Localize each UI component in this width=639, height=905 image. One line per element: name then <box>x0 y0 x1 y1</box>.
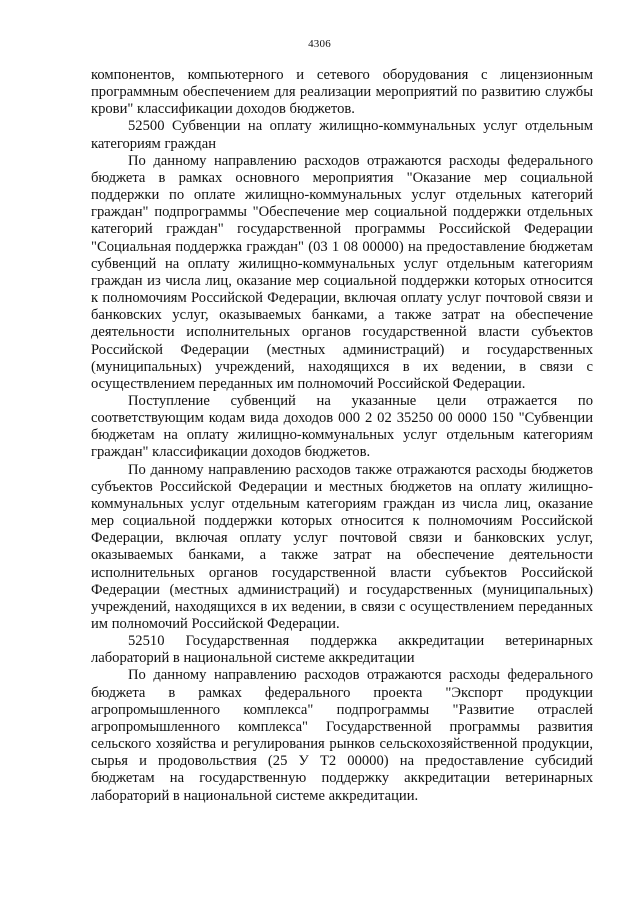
paragraph-continuation: компонентов, компьютерного и сетевого оборудования с лицензионным программным обеспечением для реализации мероприятий по развитию службы крови" классификации доходов бюджетов. <box>91 67 593 118</box>
paragraph-52510-federal: По данному направлению расходов отражаются расходы федерального бюджета в рамках федерального проекта "Экспорт продукции агропромышленного комплекса" подпрограммы "Развитие отраслей агропромышленного комплекса" Государственной программы развития сельского хозяйства и регулирования рынков сельскохозяйственной продукции, сырья и продовольствия (25 У Т2 00000) на предоставление субсидий бюджетам на государственную поддержку аккредитации ветеринарных лабораторий в национальной системе аккредитации. <box>91 667 593 804</box>
section-heading-52510: 52510 Государственная поддержка аккредитации ветеринарных лабораторий в национальной системе аккредитации <box>91 633 593 667</box>
paragraph-52500-federal: По данному направлению расходов отражаются расходы федерального бюджета в рамках основного мероприятия "Оказание мер социальной поддержки по оплате жилищно-коммунальных услуг отдельных категорий граждан" подпрограммы "Обеспечение мер социальной поддержки отдельных категорий граждан" государственной программы Российской Федерации "Социальная поддержка граждан" (03 1 08 00000) на предоставление бюджетам субвенций на оплату жилищно-коммунальных услуг отдельным категориям граждан из числа лиц, оказание мер социальной поддержки которых относится к полномочиям Российской Федерации, включая оплату услуг почтовой связи и банковских услуг, оказываемых банками, а также затрат на обеспечение деятельности исполнительных органов государственной власти субъектов Российской Федерации (местных администраций) и государственных (муниципальных) учреждений, находящихся в их ведении, в связи с осуществлением переданных им полномочий Российской Федерации. <box>91 152 593 392</box>
paragraph-52500-regional: По данному направлению расходов также отражаются расходы бюджетов субъектов Российской Федерации и местных бюджетов на оплату жилищно-коммунальных услуг отдельным категориям граждан из числа лиц, оказание мер социальной поддержки которых относится к полномочиям Российской Федерации, включая оплату услуг почтовой связи и банковских услуг, оказываемых банками, а также затрат на обеспечение деятельности исполнительных органов государственной власти субъектов Российской Федерации (местных администраций) и государственных (муниципальных) учреждений, находящихся в их ведении, в связи с осуществлением переданных им полномочий Российской Федерации. <box>91 461 593 632</box>
document-body <box>91 67 593 805</box>
section-heading-52500: 52500 Субвенции на оплату жилищно-коммунальных услуг отдельным категориям граждан <box>91 118 593 152</box>
paragraph-52500-income-code: Поступление субвенций на указанные цели отражается по соответствующим кодам вида доходов 000 2 02 35250 00 0000 150 "Субвенции бюджетам на оплату жилищно-коммунальных услуг отдельным категориям граждан" классификации доходов бюджетов. <box>91 392 593 461</box>
page-number: 4306 <box>308 38 331 50</box>
